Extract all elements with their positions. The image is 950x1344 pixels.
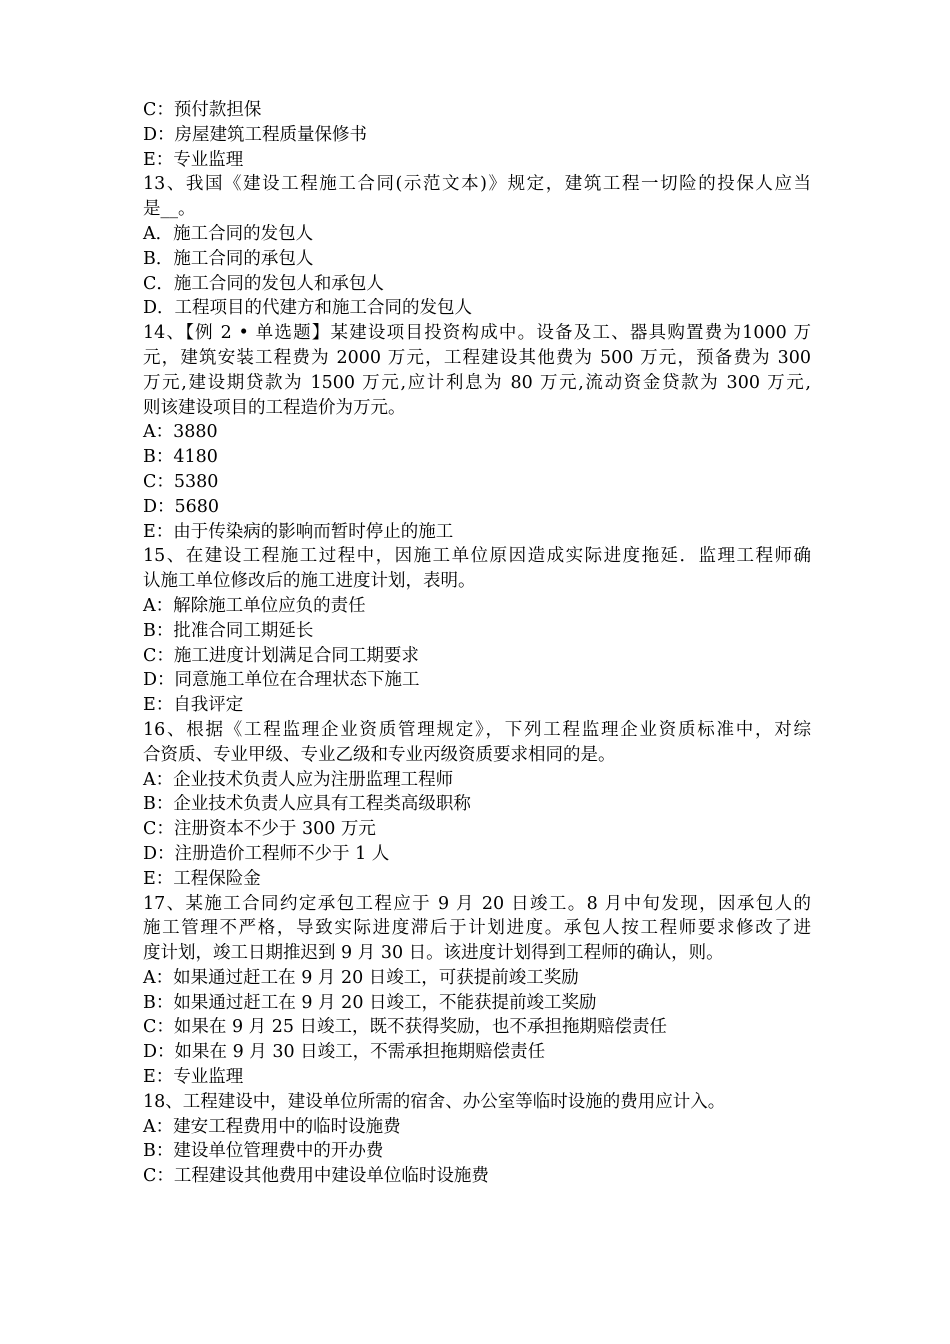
option-b-q13: B．施工合同的承包人: [143, 248, 314, 269]
option-d-q15: D：同意施工单位在合理状态下施工: [143, 670, 420, 691]
question-16-line-2: 合资质、专业甲级、专业乙级和专业丙级资质要求相同的是。: [143, 744, 616, 765]
option-c-q18: C：工程建设其他费用中建设单位临时设施费: [143, 1166, 489, 1187]
question-14-line-4: 则该建设项目的工程造价为万元。: [143, 397, 406, 418]
option-d-q16: D：注册造价工程师不少于 1 人: [143, 843, 390, 864]
question-17-line-3: 度计划，竣工日期推迟到 9 月 30 日。该进度计划得到工程师的确认，则。: [143, 943, 724, 964]
question-13-line-1: 13、我国《建设工程施工合同(示范文本)》规定，建筑工程一切险的投保人应当: [143, 174, 811, 195]
option-b-q14: B：4180: [143, 447, 218, 468]
question-14-line-2: 元，建筑安装工程费为 2000 万元，工程建设其他费为 500 万元，预备费为 300: [143, 347, 811, 368]
question-14-line-3: 万元,建设期贷款为 1500 万元,应计利息为 80 万元,流动资金贷款为 300 万元,: [143, 372, 811, 393]
option-c-q16: C：注册资本不少于 300 万元: [143, 819, 376, 840]
question-15-line-1: 15、在建设工程施工过程中，因施工单位原因造成实际进度拖延．监理工程师确: [143, 546, 811, 567]
option-c-q13: C．施工合同的发包人和承包人: [143, 273, 384, 294]
option-c-q14: C：5380: [143, 471, 219, 492]
option-d-q13: D．工程项目的代建方和施工合同的发包人: [143, 298, 473, 319]
question-17-line-2: 施工管理不严格，导致实际进度滞后于计划进度。承包人按工程师要求修改了进: [143, 918, 811, 939]
option-a-q17: A：如果通过赶工在 9 月 20 日竣工，可获提前竣工奖励: [143, 967, 579, 988]
question-13-line-2: 是__。: [143, 199, 196, 220]
question-15-line-2: 认施工单位修改后的施工进度计划，表明。: [143, 571, 476, 592]
document-body: [143, 98, 811, 1189]
option-e-q17: E：专业监理: [143, 1067, 244, 1088]
option-c-q15: C：施工进度计划满足合同工期要求: [143, 645, 419, 666]
option-b-q18: B：建设单位管理费中的开办费: [143, 1141, 384, 1162]
option-d-q12: D：房屋建筑工程质量保修书: [143, 124, 368, 145]
question-16-line-1: 16、根据《工程监理企业资质管理规定》，下列工程监理企业资质标准中，对综: [143, 719, 811, 740]
question-14-line-1: 14、【例 2 • 单选题】某建设项目投资构成中。设备及工、器具购置费为1000 万: [143, 323, 811, 344]
option-c-q17: C：如果在 9 月 25 日竣工，既不获得奖励，也不承担拖期赔偿责任: [143, 1017, 668, 1038]
option-e-q15: E：自我评定: [143, 695, 244, 716]
option-e-q12: E：专业监理: [143, 149, 244, 170]
question-17-line-1: 17、某施工合同约定承包工程应于 9 月 20 日竣工。8 月中旬发现，因承包人的: [143, 893, 811, 914]
option-a-q18: A：建安工程费用中的临时设施费: [143, 1116, 401, 1137]
option-c-q12: C：预付款担保: [143, 100, 262, 120]
option-d-q17: D：如果在 9 月 30 日竣工，不需承担拖期赔偿责任: [143, 1042, 546, 1063]
option-a-q15: A：解除施工单位应负的责任: [143, 595, 366, 616]
option-a-q16: A：企业技术负责人应为注册监理工程师: [143, 769, 454, 790]
option-a-q13: A．施工合同的发包人: [143, 223, 314, 244]
option-b-q17: B：如果通过赶工在 9 月 20 日竣工，不能获提前竣工奖励: [143, 992, 597, 1013]
option-d-q14: D：5680: [143, 496, 220, 517]
option-b-q16: B：企业技术负责人应具有工程类高级职称: [143, 794, 471, 815]
option-a-q14: A：3880: [143, 422, 218, 443]
question-18-line-1: 18、工程建设中，建设单位所需的宿舍、办公室等临时设施的费用应计入。: [143, 1091, 726, 1112]
option-e-q14: E：由于传染病的影响而暂时停止的施工: [143, 521, 454, 542]
option-b-q15: B：批准合同工期延长: [143, 620, 314, 641]
option-e-q16: E：工程保险金: [143, 868, 261, 889]
